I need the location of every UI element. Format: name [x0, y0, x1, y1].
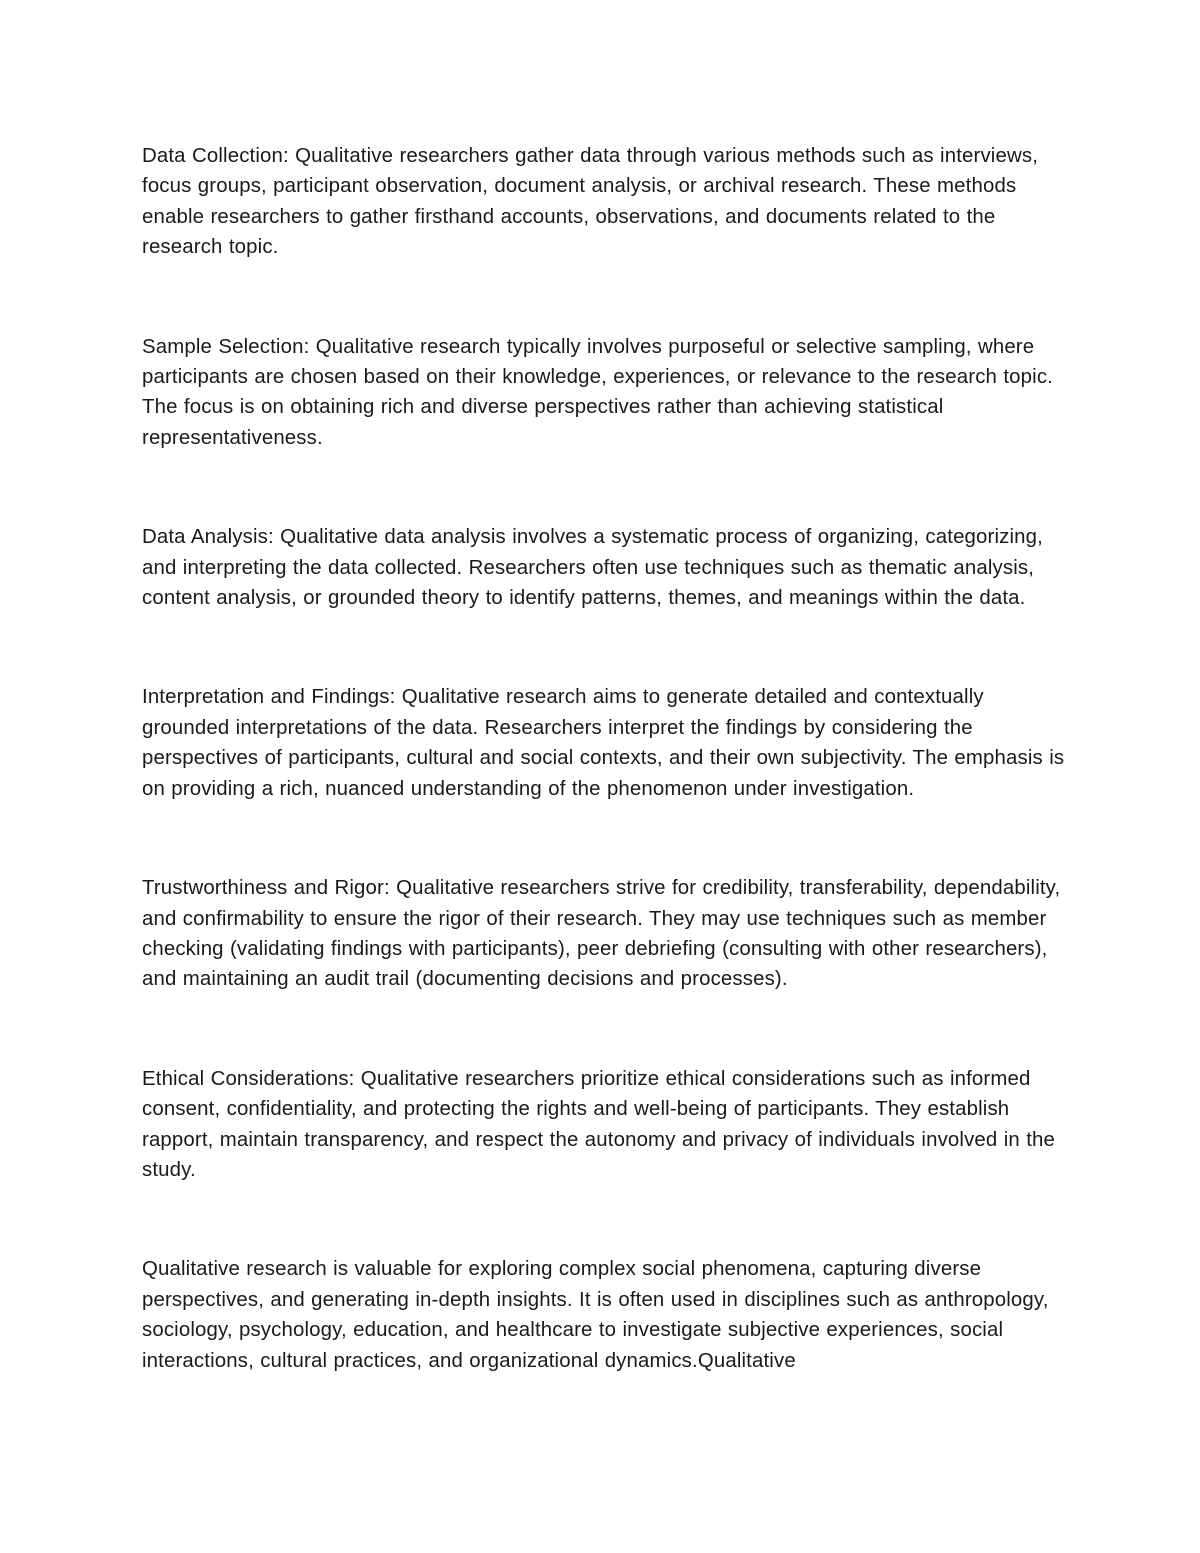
paragraph-trustworthiness-rigor: Trustworthiness and Rigor: Qualitative researchers strive for credibility, transferability, dependability, and confirmability to ensure the rigor of their research. They may use techniques such as member checking (validating findings with participants), peer debriefing (consulting with other researchers), and maintaining an audit trail (documenting decisions and processes). [142, 877, 1061, 991]
paragraph-spacer [142, 995, 1072, 1064]
paragraph-spacer [142, 1185, 1072, 1254]
paragraph-data-collection: Data Collection: Qualitative researchers gather data through various methods such as interviews, focus groups, participant observation, document analysis, or archival research. These methods enable researchers to gather firsthand accounts, observations, and documents related to the research topic. [142, 145, 1039, 259]
paragraph-spacer [142, 453, 1072, 522]
paragraph-qualitative-value: Qualitative research is valuable for exploring complex social phenomena, capturing diverse perspectives, and generating in-depth insights. It is often used in disciplines such as anthropology, sociology, psychology, education, and healthcare to investigate subjective experiences, social interactions, cultural practices, and organizational dynamics.Qualitative [142, 1258, 1049, 1372]
paragraph-data-analysis: Data Analysis: Qualitative data analysis involves a systematic process of organizing, categorizing, and interpreting the data collected. Researchers often use techniques such as thematic analysis, content analysis, or grounded theory to identify patterns, themes, and meanings within the data. [142, 526, 1043, 610]
document-body [142, 141, 1072, 1376]
paragraph-sample-selection: Sample Selection: Qualitative research typically involves purposeful or selective sampling, where participants are chosen based on their knowledge, experiences, or relevance to the research topic. The focus is on obtaining rich and diverse perspectives rather than achieving statistical representativeness. [142, 335, 1053, 449]
paragraph-spacer [142, 804, 1072, 873]
paragraph-spacer [142, 613, 1072, 682]
paragraph-spacer [142, 263, 1072, 332]
paragraph-ethical-considerations: Ethical Considerations: Qualitative researchers prioritize ethical considerations such as informed consent, confidentiality, and protecting the rights and well-being of participants. They establish rapport, maintain transparency, and respect the autonomy and privacy of individuals involved in the study. [142, 1067, 1056, 1181]
paragraph-interpretation-findings: Interpretation and Findings: Qualitative research aims to generate detailed and contextually grounded interpretations of the data. Researchers interpret the findings by considering the perspectives of participants, cultural and social contexts, and their own subjectivity. The emphasis is on providing a rich, nuanced understanding of the phenomenon under investigation. [142, 686, 1065, 800]
